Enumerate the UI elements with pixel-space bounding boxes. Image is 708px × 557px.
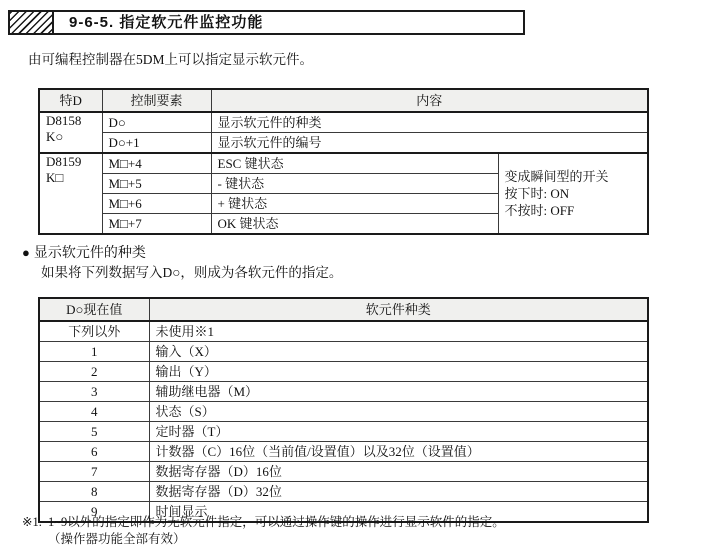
value-cell: 5	[39, 422, 149, 442]
table1-id-cell-d8159	[39, 153, 102, 234]
momentary-switch-note	[498, 153, 648, 234]
value-cell: 7	[39, 462, 149, 482]
content-cell: OK 键状态	[211, 214, 498, 235]
table1-header-content: 内容	[211, 89, 648, 112]
kind-cell: 辅助继电器（M）	[149, 382, 648, 402]
kind-cell: 时间显示	[149, 502, 648, 523]
table-row	[39, 362, 648, 382]
section-header-bar	[8, 10, 525, 35]
kind-cell: 输出（Y）	[149, 362, 648, 382]
table-row	[39, 153, 648, 174]
table-row	[39, 133, 648, 154]
table1-header-row	[39, 89, 648, 112]
table-row	[39, 382, 648, 402]
table1-header-special-d: 特D	[39, 89, 102, 112]
content-cell: ESC 键状态	[211, 153, 498, 174]
table-row	[39, 422, 648, 442]
table-row	[39, 342, 648, 362]
bullet-icon: ●	[22, 245, 30, 260]
table-row	[39, 402, 648, 422]
table2-header-device-kind: 软元件种类	[149, 298, 648, 321]
note-line: 不按时: OFF	[504, 203, 575, 218]
table1-id-cell-d8158	[39, 112, 102, 153]
footnote-line1: 1~9以外的指定即作为无软元件指定，可以通过操作键的操作进行显示软件的指定。	[48, 515, 505, 529]
element-cell: D○+1	[102, 133, 211, 154]
id-line: K□	[46, 170, 64, 185]
element-cell: M□+6	[102, 194, 211, 214]
kind-cell: 数据寄存器（D）16位	[149, 462, 648, 482]
value-cell: 2	[39, 362, 149, 382]
value-cell: 9	[39, 502, 149, 523]
table-row	[39, 112, 648, 133]
intro-text: 由可编程控制器在5DM上可以指定显示软元件。	[28, 52, 314, 67]
value-cell: 3	[39, 382, 149, 402]
control-elements-table	[38, 88, 649, 235]
content-cell: 显示软元件的编号	[211, 133, 648, 154]
table-row	[39, 442, 648, 462]
value-cell: 1	[39, 342, 149, 362]
table2-header-current-value: D○现在值	[39, 298, 149, 321]
kind-cell: 数据寄存器（D）32位	[149, 482, 648, 502]
id-line: K○	[46, 129, 64, 144]
id-line: D8159	[46, 154, 82, 169]
section-title: 9-6-5. 指定软元件监控功能	[69, 14, 264, 31]
table-row	[39, 321, 648, 342]
element-cell: M□+5	[102, 174, 211, 194]
value-cell: 下列以外	[39, 321, 149, 342]
note-line: 按下时: ON	[504, 186, 570, 201]
element-cell: D○	[102, 112, 211, 133]
content-cell: + 键状态	[211, 194, 498, 214]
element-cell: M□+4	[102, 153, 211, 174]
kind-cell: 定时器（T）	[149, 422, 648, 442]
value-cell: 8	[39, 482, 149, 502]
value-cell: 4	[39, 402, 149, 422]
kind-cell: 未使用※1	[149, 321, 648, 342]
device-kind-table	[38, 297, 649, 523]
value-cell: 6	[39, 442, 149, 462]
footnote-marker: ※1.	[22, 515, 42, 529]
table2-header-row	[39, 298, 648, 321]
hatch-pattern-icon	[10, 12, 54, 33]
id-line: D8158	[46, 113, 82, 128]
element-cell: M□+7	[102, 214, 211, 235]
kind-cell: 状态（S）	[149, 402, 648, 422]
table-row	[39, 482, 648, 502]
table-row	[39, 462, 648, 482]
content-cell: 显示软元件的种类	[211, 112, 648, 133]
note-line: 变成瞬间型的开关	[504, 169, 609, 184]
bullet-heading	[22, 245, 146, 262]
kind-cell: 计数器（C）16位（当前值/设置值）以及32位（设置值）	[149, 442, 648, 462]
kind-cell: 输入（X）	[149, 342, 648, 362]
footnote-line2: （操作器功能全部有效）	[48, 532, 186, 546]
table1-header-control-element: 控制要素	[102, 89, 211, 112]
content-cell: - 键状态	[211, 174, 498, 194]
bullet-heading-text: 显示软元件的种类	[33, 246, 146, 261]
section-description: 如果将下列数据写入D○，则成为各软元件的指定。	[41, 265, 343, 280]
